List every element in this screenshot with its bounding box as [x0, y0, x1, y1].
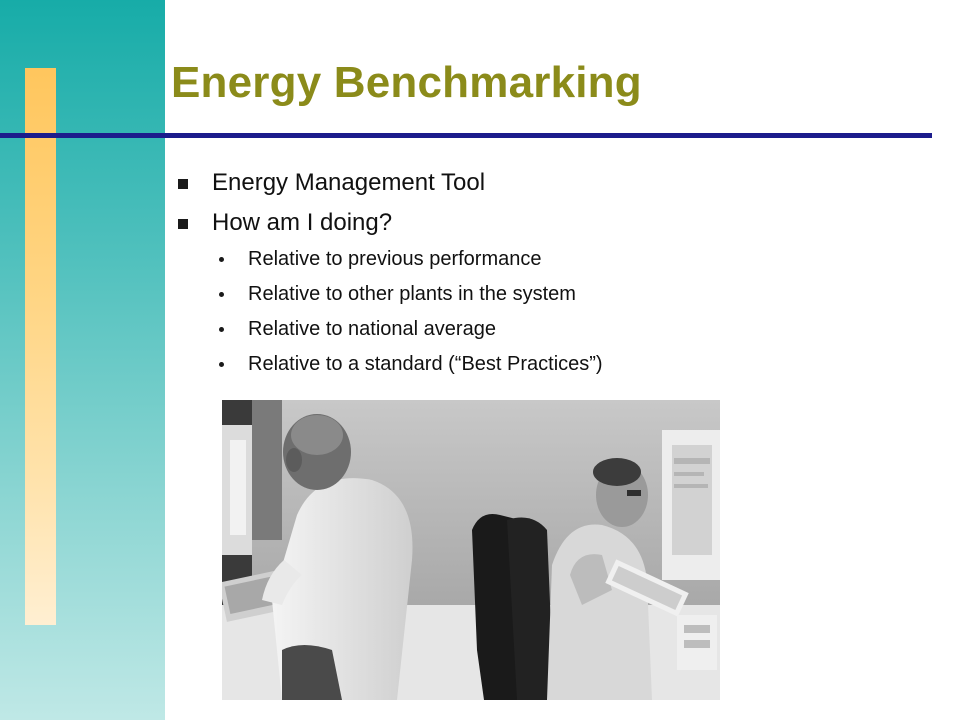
- sub-bullet-list: [175, 246, 895, 386]
- bullet-label: Energy Management Tool: [212, 169, 486, 196]
- sub-bullet-label: Relative to a standard (“Best Practices”): [248, 353, 603, 375]
- sub-bullet-item: [175, 246, 895, 281]
- dot-bullet-icon: [219, 362, 224, 367]
- sub-bullet-item: [175, 351, 895, 386]
- sidebar-stripe: [25, 68, 56, 625]
- sub-bullet-label: Relative to national average: [248, 318, 496, 340]
- sub-bullet-label: Relative to previous performance: [248, 248, 542, 270]
- sub-bullet-item: [175, 281, 895, 316]
- square-bullet-icon: [178, 179, 188, 189]
- bullet-item: [175, 208, 895, 248]
- sub-bullet-item: [175, 316, 895, 351]
- slide-title: Energy Benchmarking: [171, 58, 642, 107]
- bullet-item: [175, 168, 895, 208]
- sub-bullet-label: Relative to other plants in the system: [248, 283, 576, 305]
- dot-bullet-icon: [219, 327, 224, 332]
- dot-bullet-icon: [219, 257, 224, 262]
- sidebar-decoration: [0, 0, 165, 720]
- photo-two-men-at-computers-icon: [222, 400, 720, 700]
- title-divider: [0, 133, 932, 138]
- office-photo: [222, 400, 720, 700]
- square-bullet-icon: [178, 219, 188, 229]
- dot-bullet-icon: [219, 292, 224, 297]
- bullet-label: How am I doing?: [212, 209, 393, 236]
- bullet-list: [175, 168, 895, 386]
